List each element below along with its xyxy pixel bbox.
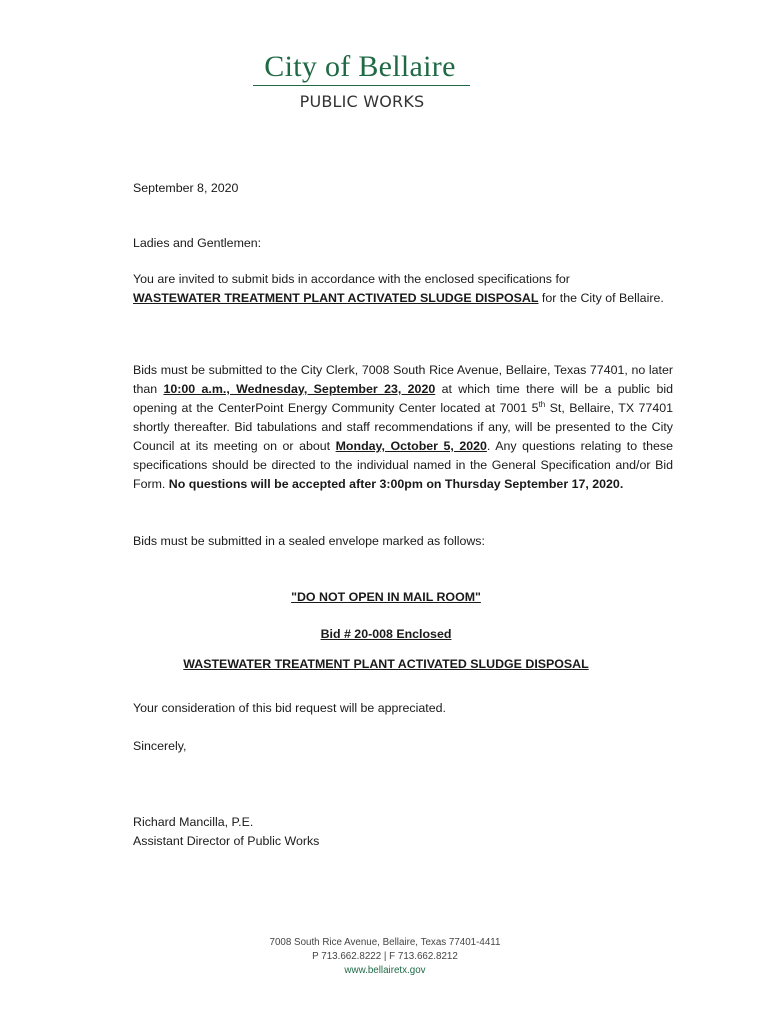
submission-text-4: . Any questions relating to these specifications should be directed to the individual named in the General Specification and/or Bid Form. <box>133 439 673 491</box>
letterhead-title: City of Bellaire <box>264 50 456 83</box>
footer-phone: P 713.662.8222 | F 713.662.8212 <box>312 951 458 962</box>
letterhead-divider <box>253 85 470 86</box>
submission-text-1: Bids must be submitted to the City Clerk, 7008 South Rice Avenue, Bellaire, Texas 77401, no later than <box>133 363 673 396</box>
salutation: Ladies and Gentlemen: <box>133 236 262 250</box>
submission-paragraph <box>133 361 673 494</box>
letter-date: September 8, 2020 <box>133 181 239 195</box>
council-meeting-date: Monday, October 5, 2020 <box>335 439 487 453</box>
invite-line: You are invited to submit bids in accordance with the enclosed specifications for <box>133 272 570 286</box>
submission-text-3: St, Bellaire, TX 77401 shortly thereafter. Bid tabulations and staff recommendations if any, will be presented to the City Council at its meeting on or about <box>133 401 673 453</box>
footer-website-link[interactable]: www.bellairetx.gov <box>344 965 426 976</box>
invite-paragraph <box>133 270 673 308</box>
submission-superscript: th <box>538 399 546 409</box>
closing-note: Your consideration of this bid request will be appreciated. <box>133 701 446 715</box>
envelope-marking-2: Bid # 20-008 Enclosed <box>320 627 452 641</box>
footer-address: 7008 South Rice Avenue, Bellaire, Texas 77401-4411 <box>269 937 501 948</box>
signer-title: Assistant Director of Public Works <box>133 834 320 848</box>
letterhead-subtitle: PUBLIC WORKS <box>299 92 425 111</box>
signoff: Sincerely, <box>133 739 187 753</box>
submission-deadline: 10:00 a.m., Wednesday, September 23, 2020 <box>163 382 436 396</box>
envelope-marking-3: WASTEWATER TREATMENT PLANT ACTIVATED SLUDGE DISPOSAL <box>183 657 589 671</box>
invite-after: for the City of Bellaire. <box>538 291 664 305</box>
invite-project-name: WASTEWATER TREATMENT PLANT ACTIVATED SLUDGE DISPOSAL <box>133 291 539 305</box>
signer-name: Richard Mancilla, P.E. <box>133 815 254 829</box>
no-questions-notice: No questions will be accepted after 3:00pm on Thursday September 17, 2020. <box>168 477 624 491</box>
envelope-marking-1: "DO NOT OPEN IN MAIL ROOM" <box>291 590 481 604</box>
submission-text-2: at which time there will be a public bid opening at the CenterPoint Energy Community Center located at 7001 5 <box>133 382 673 415</box>
envelope-intro: Bids must be submitted in a sealed envelope marked as follows: <box>133 534 485 548</box>
